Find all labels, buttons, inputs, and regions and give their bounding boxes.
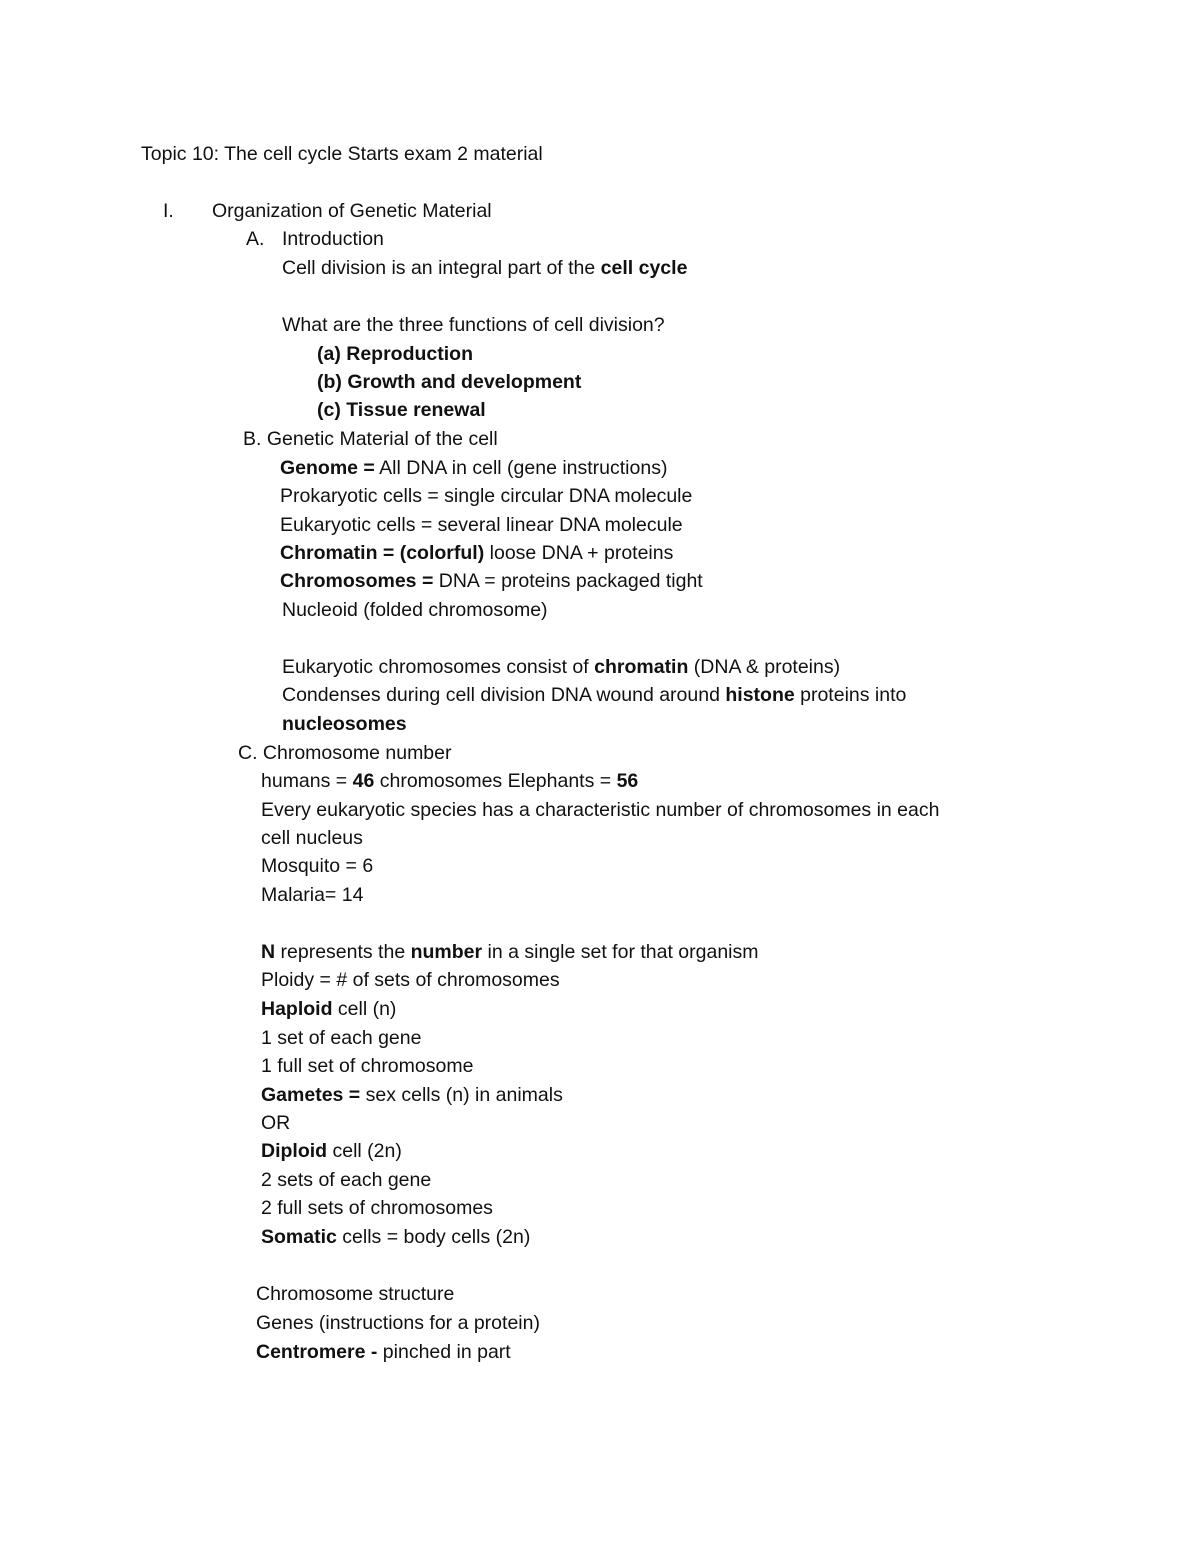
cell-nucleus-line: cell nucleus	[261, 827, 363, 849]
haploid-line: Haploid cell (n)	[261, 998, 397, 1020]
subsection-a-marker: A.	[246, 228, 265, 250]
condenses-line: Condenses during cell division DNA wound around histone proteins into	[282, 684, 907, 706]
chromatin-line: Chromatin = (colorful) loose DNA + proteins	[280, 542, 674, 564]
n-represents-line: N represents the number in a single set for that organism	[261, 941, 759, 963]
document-title: Topic 10: The cell cycle Starts exam 2 material	[141, 143, 543, 165]
every-species-line: Every eukaryotic species has a characteristic number of chromosomes in each	[261, 799, 940, 821]
centromere-line: Centromere - pinched in part	[256, 1341, 511, 1363]
ploidy-line: Ploidy = # of sets of chromosomes	[261, 969, 560, 991]
diploid-line: Diploid cell (2n)	[261, 1140, 402, 1162]
function-item: (b) Growth and development	[317, 371, 582, 393]
section-heading: Organization of Genetic Material	[212, 200, 492, 222]
function-item: (c) Tissue renewal	[317, 399, 486, 421]
prokaryotic-line: Prokaryotic cells = single circular DNA molecule	[280, 485, 693, 507]
genome-line: Genome = All DNA in cell (gene instructions)	[280, 457, 668, 479]
subsection-a-heading: Introduction	[282, 228, 384, 250]
nucleosomes-line: nucleosomes	[282, 713, 407, 735]
subsection-c-heading: C. Chromosome number	[238, 742, 452, 764]
nucleoid-line: Nucleoid (folded chromosome)	[282, 599, 548, 621]
structure-heading: Chromosome structure	[256, 1283, 455, 1305]
full-sets-line: 2 full sets of chromosomes	[261, 1197, 493, 1219]
gametes-line: Gametes = sex cells (n) in animals	[261, 1084, 563, 1106]
malaria-line: Malaria= 14	[261, 884, 364, 906]
set-gene-line: 1 set of each gene	[261, 1027, 422, 1049]
mosquito-line: Mosquito = 6	[261, 855, 374, 877]
eukaryotic-chromosomes-line: Eukaryotic chromosomes consist of chromatin (DNA & proteins)	[282, 656, 841, 678]
functions-question: What are the three functions of cell division?	[282, 314, 665, 336]
genes-line: Genes (instructions for a protein)	[256, 1312, 540, 1334]
function-item: (a) Reproduction	[317, 343, 473, 365]
chromosomes-line: Chromosomes = DNA = proteins packaged tight	[280, 570, 703, 592]
sets-gene-line: 2 sets of each gene	[261, 1169, 432, 1191]
humans-line: humans = 46 chromosomes Elephants = 56	[261, 770, 639, 792]
or-line: OR	[261, 1112, 291, 1134]
full-set-line: 1 full set of chromosome	[261, 1055, 474, 1077]
subsection-b-heading: B. Genetic Material of the cell	[243, 428, 498, 450]
somatic-line: Somatic cells = body cells (2n)	[261, 1226, 531, 1248]
section-numeral: I.	[163, 200, 174, 222]
eukaryotic-line: Eukaryotic cells = several linear DNA molecule	[280, 514, 683, 536]
intro-line: Cell division is an integral part of the cell cycle	[282, 257, 688, 279]
